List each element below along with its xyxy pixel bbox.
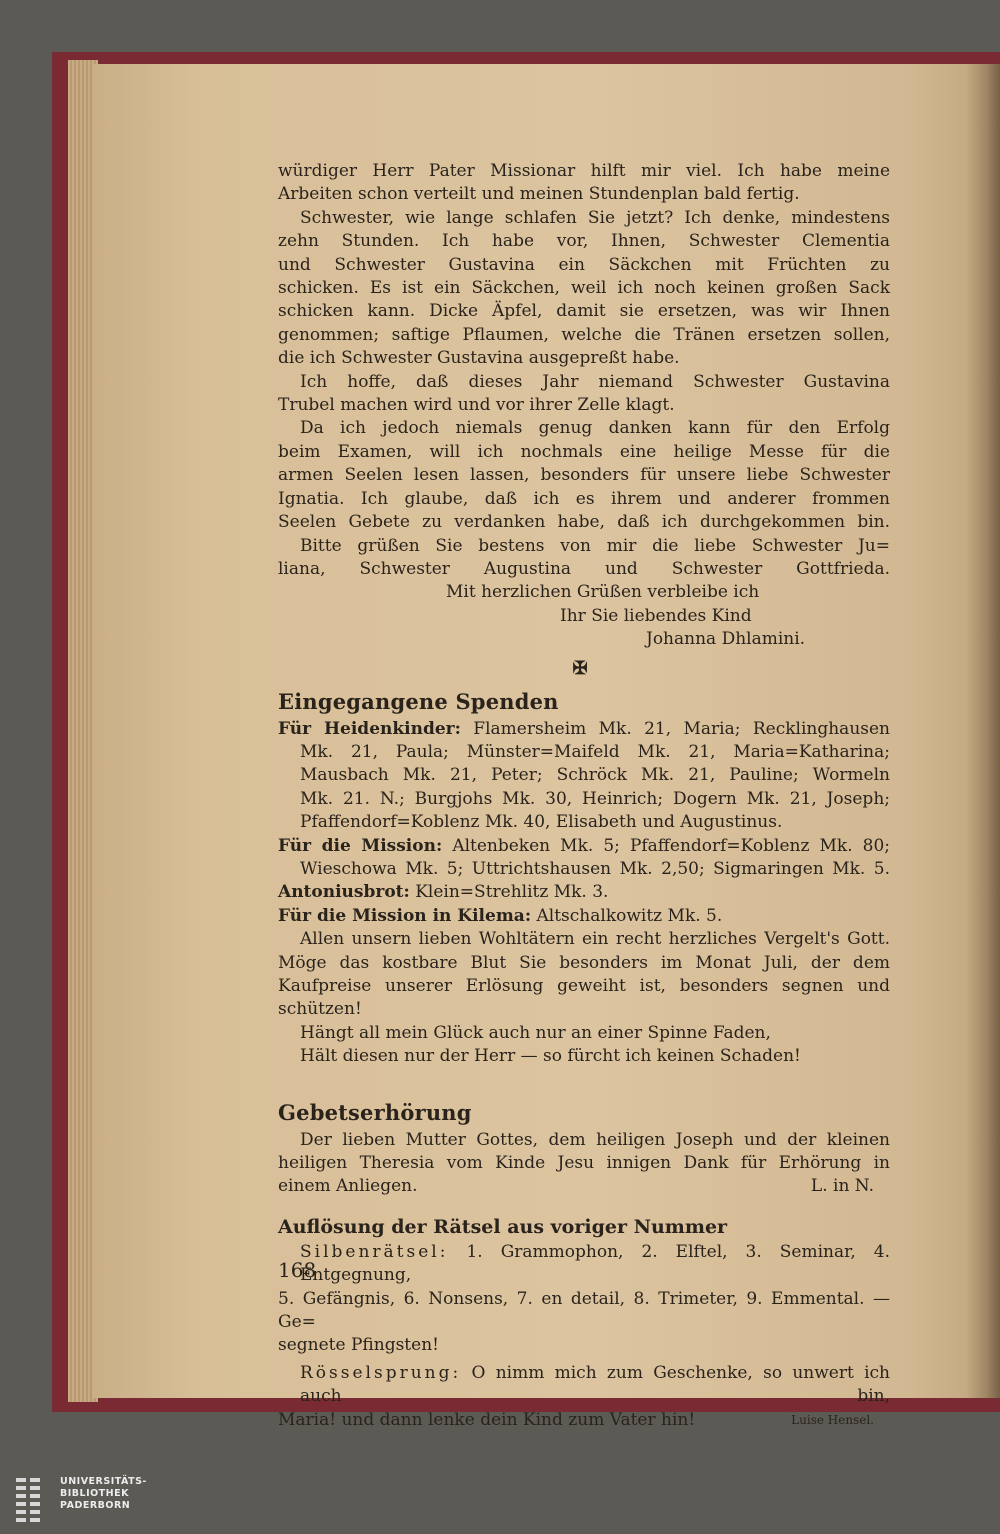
letter-line: Bitte grüßen Sie bestens von mir die liebe Schwester Ju=	[300, 535, 890, 556]
donations-list	[278, 718, 890, 1069]
thanks-line: Allen unsern lieben Wohltätern ein recht herzliches Vergelt's Gott.	[300, 929, 890, 950]
solution-heading: Auflösung der Rätsel aus voriger Nummer	[278, 1215, 728, 1238]
donation-category: Für die Mission:	[278, 835, 443, 856]
letter-line: Ignatia. Ich glaube, daß ich es ihrem und anderer frommen	[278, 488, 890, 509]
letter-line: die ich Schwester Gustavina ausgepreßt habe.	[278, 348, 680, 369]
letter-line: schicken kann. Dicke Äpfel, damit sie ersetzen, was wir Ihnen	[278, 301, 890, 322]
verse-line: Hält diesen nur der Herr — so fürcht ich keinen Schaden!	[300, 1046, 801, 1067]
letter-line: und Schwester Gustavina ein Säckchen mit Früchten zu	[278, 254, 890, 275]
donation-text: Altschalkowitz Mk. 5.	[536, 905, 723, 926]
donations-heading: Eingegangene Spenden	[278, 688, 559, 714]
letter-line: Da ich jedoch niemals genug danken kann für den Erfolg	[300, 418, 890, 439]
letter-line: beim Examen, will ich nochmals eine heilige Messe für die	[278, 441, 890, 462]
letter	[278, 160, 890, 652]
solution-text: 1. Grammophon, 2. Elftel, 3. Seminar, 4. Entgegnung,	[300, 1241, 891, 1286]
donation-entry	[278, 835, 890, 858]
solution-line	[278, 1409, 890, 1432]
letter-line: Arbeiten schon verteilt und meinen Stundenplan bald fertig.	[278, 184, 800, 205]
verse-line: Hängt all mein Glück auch nur an einer Spinne Faden,	[300, 1022, 771, 1043]
donation-entry: Pfaffendorf=Koblenz Mk. 40, Elisabeth und Augustinus.	[300, 812, 783, 833]
donation-entry: Mausbach Mk. 21, Peter; Schröck Mk. 21, Pauline; Wormeln	[300, 765, 890, 786]
ornament-icon: ✠	[572, 657, 588, 679]
thanks-line: Kaufpreise unserer Erlösung geweiht ist, besonders segnen und schützen!	[278, 976, 890, 1020]
donation-entry	[278, 881, 890, 904]
letter-line: Ich hoffe, daß dieses Jahr niemand Schwester Gustavina	[300, 371, 890, 392]
donation-entry: Mk. 21, Paula; Münster=Maifeld Mk. 21, Maria=Katharina;	[300, 741, 890, 762]
prayer-line	[278, 1175, 890, 1198]
library-name-line: UNIVERSITÄTS-	[60, 1476, 147, 1487]
page-number: 168	[278, 1258, 317, 1282]
letter-closing: Ihr Sie liebendes Kind	[560, 605, 752, 626]
solution-text: Maria! und dann lenke dein Kind zum Vater hin!	[278, 1409, 696, 1430]
author-credit: Luise Hensel.	[791, 1412, 874, 1427]
library-name-line: BIBLIOTHEK	[60, 1488, 129, 1499]
donation-text: Flamersheim Mk. 21, Maria; Recklinghausen	[473, 718, 890, 739]
spacer	[278, 1199, 890, 1213]
solution-text	[278, 1241, 890, 1432]
letter-closing: Mit herzlichen Grüßen verbleibe ich	[446, 582, 760, 603]
letter-line: Schwester, wie lange schlafen Sie jetzt? Ich denke, mindestens	[300, 207, 890, 228]
thanks-line: Möge das kostbare Blut Sie besonders im Monat Juli, der dem	[278, 952, 890, 973]
letter-line: Trubel machen wird und vor ihrer Zelle klagt.	[278, 395, 675, 416]
solution-line: 5. Gefängnis, 6. Nonsens, 7. en detail, 8. Trimeter, 9. Emmental. — Ge=	[278, 1288, 890, 1333]
letter-line: liana, Schwester Augustina und Schwester Gottfrieda.	[278, 558, 890, 579]
roesselsprung-label: Rösselsprung:	[300, 1362, 462, 1383]
solution-line	[278, 1362, 890, 1409]
solution-line	[278, 1241, 890, 1288]
letter-line: Seelen Gebete zu verdanken habe, daß ich durchgekommen bin.	[278, 512, 890, 533]
solution-line: segnete Pfingsten!	[278, 1335, 439, 1356]
page-gutter-shadow	[966, 64, 1000, 1398]
donation-category: Für Heidenkinder:	[278, 718, 461, 739]
donation-category: Antoniusbrot:	[278, 882, 410, 903]
donation-entry: Mk. 21. N.; Burgjohs Mk. 30, Heinrich; Dogern Mk. 21, Joseph;	[300, 788, 890, 809]
prayer-text	[278, 1129, 890, 1199]
prayer-initials: L. in N.	[810, 1176, 874, 1197]
prayer-line: heiligen Theresia vom Kinde Jesu innigen Dank für Erhörung in	[278, 1153, 890, 1174]
donation-entry: Wieschowa Mk. 5; Uttrichtshausen Mk. 2,50; Sigmaringen Mk. 5.	[300, 858, 890, 879]
letter-line: zehn Stunden. Ich habe vor, Ihnen, Schwester Clementia	[278, 231, 890, 252]
donation-entry	[278, 905, 890, 928]
donation-entry	[278, 718, 890, 741]
letter-line: genommen; saftige Pflaumen, welche die Tränen ersetzen sollen,	[278, 324, 890, 345]
donation-text: Klein=Strehlitz Mk. 3.	[415, 882, 609, 903]
letter-line: schicken. Es ist ein Säckchen, weil ich noch keinen großen Sack	[278, 278, 890, 299]
letter-line: würdiger Herr Pater Missionar hilft mir viel. Ich habe meine	[278, 161, 890, 181]
spacer	[278, 1069, 890, 1097]
letter-signature: Johanna Dhlamini.	[646, 629, 806, 650]
silbenraetsel-label: Silbenrätsel:	[300, 1241, 449, 1262]
solution-text: O nimm mich zum Geschenke, so unwert ich auch bin,	[300, 1362, 890, 1407]
library-name-line: PADERBORN	[60, 1500, 131, 1511]
letter-line: armen Seelen lesen lassen, besonders für unsere liebe Schwester	[278, 465, 890, 486]
donation-category: Für die Mission in Kilema:	[278, 905, 532, 926]
prayer-line: Der lieben Mutter Gottes, dem heiligen Joseph und der kleinen	[300, 1129, 890, 1150]
library-name	[60, 1476, 147, 1512]
prayer-heading: Gebetserhörung	[278, 1099, 472, 1125]
page-text	[278, 160, 890, 1432]
prayer-line-text: einem Anliegen.	[278, 1176, 418, 1197]
donation-text: Altenbeken Mk. 5; Pfaffendorf=Koblenz Mk. 80;	[452, 835, 891, 856]
